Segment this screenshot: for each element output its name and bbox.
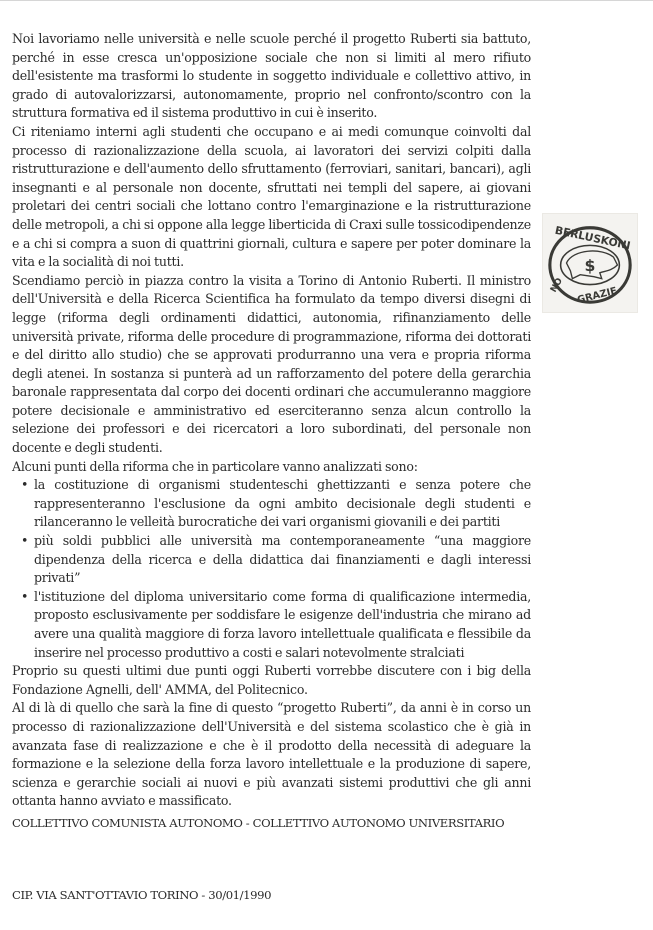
list-item-text: più soldi pubblici alle università ma contemporaneamente “una maggiore dipendenza della ricerca e della didattica dai finanziamenti e dagli interessi privati” <box>34 533 531 586</box>
berlusconi-stamp-image <box>542 213 638 313</box>
stamp-left-text: NO <box>548 276 565 295</box>
list-item <box>21 588 531 662</box>
paragraph-ruberti-visit: Scendiamo perciò in piazza contro la visita a Torino di Antonio Ruberti. Il ministro dell'Università e della Ricerca Scientifica ha formulato da tempo diversi disegni di legge (riforma degli ordinamenti didattici, autonomia, rifinanziamento delle università private, riforma delle procedure di programmazione, riforma dei dottorati e del diritto allo studio) che se approvati produrranno una vera e propria riforma degli atenei. In sostanza si punterà ad un rafforzamento del potere della gerarchia baronale rappresentata dal corpo dei docenti ordinari che accumuleranno maggiore potere decisionale e amministrativo ed eserciteranno senza alcun controllo la selezione dei professori e dei ricercatori a loro subordinati, del personale non docente e degli studenti. <box>12 272 531 456</box>
bullet-icon: • <box>21 588 29 604</box>
stamp-top-text: BERLUSKONI <box>553 223 632 253</box>
paragraph-solidarity: Ci riteniamo interni agli studenti che occupano e ai medi comunque coinvolti dal processo di razionalizzazione della scuola, ai lavoratori dei servizi colpiti dalla ristrutturazione e dell'aumento dello sfruttamento (ferroviari, sanitari, bancari), agli insegnanti e al personale non docente, sfruttati nei templi del sapere, ai giovani proletari dei centri sociali che lottano contro l'emarginazione e la ristrutturazione delle metropoli, a chi si oppone alla legge liberticida di Craxi sulle tossicodipendenze e a chi si compra a suon di quattrini giornali, cultura e sapere per poter dominare la vita e la socialità di noi tutti. <box>12 123 531 270</box>
bullet-icon: • <box>21 477 29 493</box>
footer-printer-info: CIP. VIA SANT'OTTAVIO TORINO - 30/01/1990 <box>12 888 272 902</box>
list-item-text: la costituzione di organismi studenteschi ghettizzanti e senza potere che rappresenteranno l'esclusione da ogni ambito decisionale degli studenti e rilanceranno le velleità burocratiche dei vari organismi giovanili e dei partiti <box>34 477 531 530</box>
stamp-icon <box>543 214 637 312</box>
paragraph-intro: Noi lavoriamo nelle università e nelle scuole perché il progetto Ruberti sia battuto, perché in esse cresca un'opposizione sociale che non si limiti al mero rifiuto dell'esistente ma trasformi lo studente in soggetto individuale e collettivo attivo, in grado di autovalorizzarsi, autonomamente, proprio nel confronto/scontro con la struttura formativa ed il sistema produttivo in cui è inserito. <box>12 31 531 121</box>
paragraph-agnelli: Proprio su questi ultimi due punti oggi Ruberti vorrebbe discutere con i big della Fondazione Agnelli, dell' AMMA, del Politecnico. <box>12 663 531 697</box>
list-item <box>21 532 531 588</box>
document-body <box>12 30 531 811</box>
paragraph-points-intro: Alcuni punti della riforma che in particolare vanno analizzati sono: <box>12 458 418 474</box>
signature: COLLETTIVO COMUNISTA AUTONOMO - COLLETTIVO AUTONOMO UNIVERSITARIO <box>12 816 505 830</box>
reform-points-list <box>12 476 531 662</box>
bullet-icon: • <box>21 533 29 549</box>
stamp-center-glyph: $ <box>584 255 596 275</box>
stamp-bottom-text: GRAZIE <box>576 285 619 307</box>
list-item <box>21 476 531 532</box>
paragraph-conclusion: Al di là di quello che sarà la fine di questo “progetto Ruberti”, da anni è in corso un processo di razionalizzazione dell'Università e del sistema scolastico che è già in avanzata fase di realizzazione e che è il prodotto della necessità di adeguare la formazione e la selezione della forza lavoro intellettuale e la produzione di sapere, scienza e gerarchie sociali ai nuovi e più avanzati sistemi produttivi che gli anni ottanta hanno avviato e massificato. <box>12 700 531 809</box>
list-item-text: l'istituzione del diploma universitario come forma di qualificazione intermedia, proposto esclusivamente per soddisfare le esigenze dell'industria che mirano ad avere una qualità maggiore di forza lavoro intellettuale qualificata e flessibile da inserire nel processo produttivo a costi e salari notevolmente stralciati <box>34 588 531 660</box>
